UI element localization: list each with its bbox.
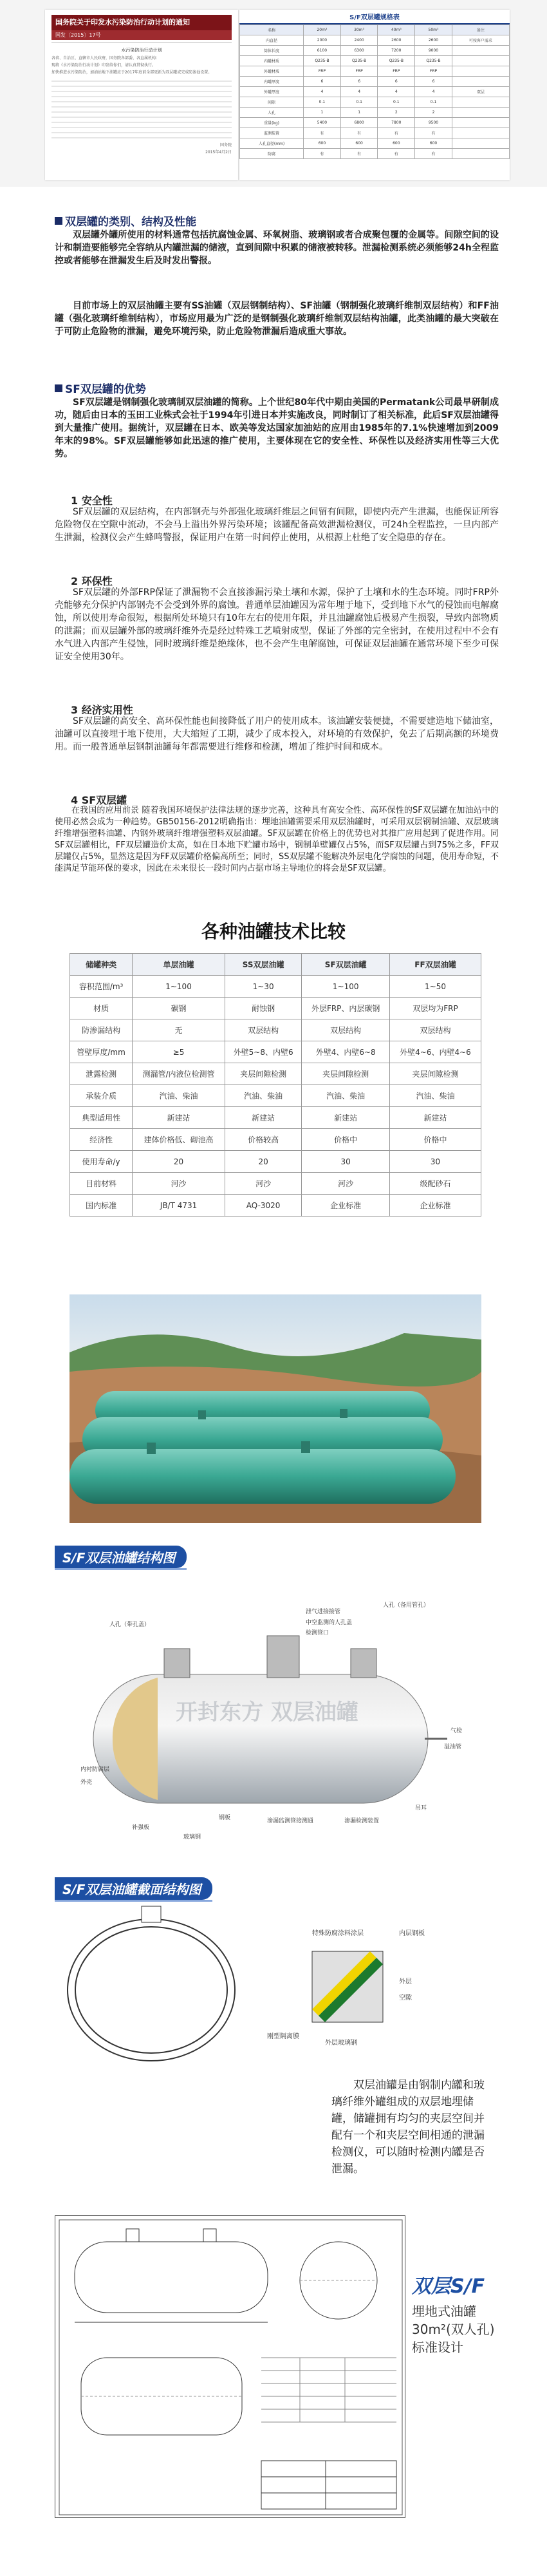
compare-cell: 目前材料 <box>70 1173 133 1195</box>
compare-cell: 碳钢 <box>133 998 225 1019</box>
spec-row <box>240 35 510 46</box>
diagram-label: 气检 <box>450 1728 463 1734</box>
compare-cell: 典型适用性 <box>70 1107 133 1129</box>
subsection-safety: 1 安全性 <box>71 495 113 507</box>
notice-line: 加快推进水污染防治，加油站地下油罐应于2017年底前全部更新为双层罐或完成防渗池设置。 <box>51 70 212 75</box>
spec-cell: 名称 <box>240 25 304 35</box>
diagram-label: 检测管口 <box>306 1630 329 1636</box>
compare-cell: 建体价格低、砌池高 <box>133 1129 225 1151</box>
spec-cell: 有 <box>415 149 452 159</box>
spec-cell: 2600 <box>378 35 415 46</box>
spec-cell: 2400 <box>340 35 378 46</box>
spec-cell: FRP <box>340 66 378 77</box>
compare-cell: 容积范围/m³ <box>70 976 133 998</box>
compare-cell: 企业标准 <box>302 1195 390 1217</box>
spec-cell: 可按客户需求 <box>452 35 509 46</box>
diagram-label: 补强板 <box>132 1824 150 1831</box>
compare-cell: 30 <box>390 1151 481 1173</box>
compare-cell: 新建站 <box>225 1107 301 1129</box>
outlook-paragraph: 在我国的应用前景 随着我国环境保护法律法规的逐步完善，这种具有高安全性、高环保性的SF双层罐在加油站中的使用必然会成为一种趋势。GB50156-2012明确指出：埋地油罐需要采用双层油罐时，可采用双层钢制油罐、双层玻璃纤维增强塑料油罐、内钢外玻璃纤维增强塑料双层油罐。SF双层罐在价格上的优势也对其推广应用起到了促进作用。同SF双层罐相比，FF双层罐造价太高，如在日本地下贮罐市场中，钢制单壁罐仅占5%，而SF双层罐占到75%之多，FF双层罐仅占5%，显然这是因为FF双层罐价格偏高所至；同时，SS双层罐不能解决外层电化学腐蚀的问题，使用寿命短，不能满足节能环保的要求，因此在未来很长一段时间内占据市场主导地位的将会是SF双层罐。 <box>55 806 499 873</box>
compare-cell: 防渗漏结构 <box>70 1019 133 1041</box>
spec-cell: Q235-B <box>415 56 452 66</box>
spec-cell: 4 <box>304 87 341 97</box>
compare-row <box>70 1107 481 1129</box>
spec-cell: 内罐材质 <box>240 56 304 66</box>
compare-cell: JB/T 4731 <box>133 1195 225 1217</box>
compare-cell: 价格中 <box>390 1129 481 1151</box>
diagram-label: 外壳 <box>80 1779 93 1786</box>
spec-table <box>239 24 510 159</box>
notice-line: 国务院 <box>219 143 232 147</box>
section2-heading <box>55 380 146 396</box>
spec-cell: 有 <box>304 128 341 138</box>
diagram-label: 中空监测的人孔盖 <box>306 1620 353 1626</box>
spec-cell: 有 <box>304 149 341 159</box>
spec-row <box>240 77 510 87</box>
compare-row <box>70 1063 481 1085</box>
section-label: 空隙 <box>399 1994 412 2002</box>
diagram-title: S/F双层油罐结构图 <box>55 1546 187 1568</box>
spec-cell: 6300 <box>340 46 378 56</box>
diagram-label: 溢油管 <box>444 1744 462 1750</box>
compare-cell: 外层FRP、内层碳钢 <box>302 998 390 1019</box>
tank-photo-illustration <box>70 1294 481 1523</box>
spec-row <box>240 25 510 35</box>
compare-cell: 河沙 <box>302 1173 390 1195</box>
spec-cell: Q235-B <box>340 56 378 66</box>
diagram-label: 渗漏监测管接测通 <box>267 1818 314 1824</box>
spec-cell: 外罐材质 <box>240 66 304 77</box>
drawing-illustration <box>55 2216 406 2519</box>
spec-row <box>240 46 510 56</box>
compare-cell: 储罐种类 <box>70 954 133 976</box>
compare-cell: 1~50 <box>390 976 481 998</box>
spec-cell: 6 <box>415 77 452 87</box>
spec-cell <box>452 108 509 118</box>
section-view-title: S/F双层油罐截面结构图 <box>55 1877 212 1900</box>
spec-cell <box>452 118 509 128</box>
spec-cell: 人孔 <box>240 108 304 118</box>
compare-cell: 夹层间隙检测 <box>302 1063 390 1085</box>
compare-cell: 夹层间隙检测 <box>390 1063 481 1085</box>
spec-cell: 间隙 <box>240 97 304 108</box>
compare-row <box>70 1085 481 1107</box>
section-label: 内层钢板 <box>399 1930 425 1937</box>
spec-cell: 9000 <box>415 46 452 56</box>
compare-row <box>70 1041 481 1063</box>
compare-cell: 汽油、柴油 <box>390 1085 481 1107</box>
compare-cell: 30 <box>302 1151 390 1173</box>
compare-cell: 汽油、柴油 <box>225 1085 301 1107</box>
spec-row <box>240 66 510 77</box>
spec-cell: 600 <box>415 138 452 149</box>
spec-cell: 2 <box>378 108 415 118</box>
compare-cell: 管壁厚度/mm <box>70 1041 133 1063</box>
spec-cell: 4 <box>415 87 452 97</box>
spec-cell <box>452 56 509 66</box>
compare-cell: 测漏管/内液位检测管 <box>133 1063 225 1085</box>
economy-paragraph: SF双层罐的高安全、高环保性能也间接降低了用户的使用成本。该油罐安装便捷，不需要建造地下储油室，油罐可以直接埋于地下使用，大大缩短了工期，减少了成本投入，对环境的有效保护，免去了后期高额的环境费用。而一般普通单层钢制油罐每年都需要进行维修和检测，增加了维护时间和成本。 <box>55 716 499 752</box>
spec-cell <box>452 77 509 87</box>
spec-row <box>240 118 510 128</box>
compare-cell: 承装介质 <box>70 1085 133 1107</box>
spec-table-card <box>239 10 510 180</box>
spec-row <box>240 108 510 118</box>
spec-cell <box>452 97 509 108</box>
compare-cell: 泄露检测 <box>70 1063 133 1085</box>
compare-cell: 耐蚀钢 <box>225 998 301 1019</box>
compare-row <box>70 998 481 1019</box>
compare-cell: 外壁5~8、内壁6 <box>225 1041 301 1063</box>
safety-paragraph: SF双层罐的双层结构，在内部钢壳与外部强化玻璃纤维层之间留有间隙，即使内壳产生泄漏，也能保证所容危险物仅在空隙中流动，不会马上溢出外界污染环境；该罐配备高效泄漏检测仪，可24h全程监控，一旦内部产生泄漏，检测仪会产生蜂鸣警报，保证用户在第一时间停止使用，从根源上杜绝了安全隐患的存在。 <box>55 507 499 543</box>
spec-cell: 人孔直径(mm) <box>240 138 304 149</box>
environment-paragraph: SF双层罐的外部FRP保证了泄漏物不会直接渗漏污染土壤和水源，保护了土壤和水的生态环境。同时FRP外壳能够充分保护内部钢壳不会受到外界的腐蚀。普通单层油罐因为常年埋于地下，受到地下水气的侵蚀而电解腐蚀，所以使用寿命很短，根据所处环境只有10年左右的使用年限，并且油罐腐蚀后极易产生损裂，导致内部物质的泄漏；而双层罐外部的玻璃纤维外壳是经过特殊工艺喷射成型，保证了外部的完全密封，在使用过程中不会有水气进入内部产生侵蚀，同时玻璃纤维是绝缘体，也不会产生电解腐蚀，可保证双层油罐在通常环境下至少可保证安全使用30年。 <box>55 587 499 662</box>
spec-cell: 600 <box>340 138 378 149</box>
compare-row <box>70 1173 481 1195</box>
cross-section <box>55 1900 492 2067</box>
spec-cell: 重量(kg) <box>240 118 304 128</box>
spec-cell: 6100 <box>304 46 341 56</box>
section1-heading <box>55 213 196 229</box>
spec-cell: 2000 <box>304 35 341 46</box>
diagram-label: 人孔（带孔盖） <box>109 1622 151 1628</box>
compare-cell: 外壁4~6、内壁4~6 <box>390 1041 481 1063</box>
spec-cell: 双层 <box>452 87 509 97</box>
spec-row <box>240 128 510 138</box>
spec-cell: 7200 <box>378 46 415 56</box>
compare-cell: 级配砂石 <box>390 1173 481 1195</box>
spec-cell: Q235-B <box>378 56 415 66</box>
spec-cell: 30m³ <box>340 25 378 35</box>
section2-title: SF双层罐的优势 <box>65 383 146 396</box>
divider <box>51 42 232 43</box>
diagram-brand: 开封东方 双层油罐 <box>176 1700 358 1725</box>
diagram-label: 泄气进接接管 <box>306 1609 341 1615</box>
spec-row <box>240 138 510 149</box>
section-label: 外层 <box>399 1978 412 1985</box>
compare-row <box>70 1195 481 1217</box>
spec-cell: 有 <box>378 128 415 138</box>
spec-cell: 0.1 <box>378 97 415 108</box>
subsection-outlook: 4 SF双层罐 <box>71 794 127 806</box>
spec-cell <box>452 138 509 149</box>
compare-cell: 新建站 <box>302 1107 390 1129</box>
spec-cell: 6 <box>304 77 341 87</box>
square-bullet-icon <box>55 217 62 225</box>
structure-diagram <box>55 1578 492 1861</box>
spec-cell: 0.1 <box>304 97 341 108</box>
spec-cell: FRP <box>415 66 452 77</box>
spec-cell: 2 <box>415 108 452 118</box>
compare-cell: 1~30 <box>225 976 301 998</box>
spec-cell: 有 <box>340 149 378 159</box>
compare-cell: 夹层间隙检测 <box>225 1063 301 1085</box>
compare-cell: 双层结构 <box>302 1019 390 1041</box>
notice-title: 国务院关于印发水污染防治行动计划的通知 <box>51 15 232 30</box>
compare-row <box>70 954 481 976</box>
compare-cell: 双层均为FRP <box>390 998 481 1019</box>
compare-row <box>70 1129 481 1151</box>
compare-cell: 河沙 <box>133 1173 225 1195</box>
spec-cell: 有 <box>378 149 415 159</box>
spec-cell: 有 <box>415 128 452 138</box>
spec-cell: FRP <box>304 66 341 77</box>
spec-cell <box>452 66 509 77</box>
top-document-images <box>0 0 547 187</box>
diagram-label: 玻璃钢 <box>183 1834 201 1841</box>
notice-line: 现将《水污染防治行动计划》印发给你们，请认真贯彻执行。 <box>51 63 156 68</box>
compare-cell: 单层油罐 <box>133 954 225 976</box>
diagram-label: 内衬防腐层 <box>80 1766 110 1773</box>
compare-cell: 双层结构 <box>225 1019 301 1041</box>
compare-cell: 20 <box>133 1151 225 1173</box>
compare-cell: 1~100 <box>133 976 225 998</box>
spec-cell: Q235-B <box>304 56 341 66</box>
spec-cell: 0.1 <box>340 97 378 108</box>
section1-paragraph-2: 目前市场上的双层油罐主要有SS油罐（双层钢制结构）、SF油罐（钢制强化玻璃纤维制双层结构）和FF油罐（强化玻璃纤维制结构），市场应用最为广泛的是钢制强化玻璃纤维制双层结构油罐，此类油罐的最大突破在于可防止危险物的泄漏，避免环境污染，防止危险物泄漏后造成重大事故。 <box>55 301 499 337</box>
square-bullet-icon <box>55 384 62 392</box>
spec-cell <box>452 149 509 159</box>
drawing-description: 埋地式油罐30m²(双人孔)标准设计 <box>412 2304 495 2355</box>
spec-cell <box>452 128 509 138</box>
spec-cell: FRP <box>378 66 415 77</box>
notice-document <box>45 10 238 180</box>
spec-cell: 1 <box>304 108 341 118</box>
section-label: 特殊防腐涂料涂层 <box>312 1930 364 1937</box>
compare-cell: 1~100 <box>302 976 390 998</box>
compare-cell: 双层结构 <box>390 1019 481 1041</box>
spec-row <box>240 87 510 97</box>
compare-cell: 材质 <box>70 998 133 1019</box>
spec-cell: 4 <box>378 87 415 97</box>
spec-cell: 有 <box>340 128 378 138</box>
compare-cell: 汽油、柴油 <box>302 1085 390 1107</box>
spec-cell: 0.1 <box>415 97 452 108</box>
spec-cell: 4 <box>340 87 378 97</box>
diagram-label: 人孔（备用管孔） <box>383 1602 430 1609</box>
section1-paragraph-1: 双层罐外罐所使用的材料通常包括抗腐蚀金属、环氧树脂、玻璃钢或者合成聚包覆的金属等。间隙空间的设计和制造要能够完全容纳从内罐泄漏的储液，直到间隙中积累的储液被转移。泄漏检测系统必须能够24h全程监控或者能够在泄漏发生后及时发出警报。 <box>55 230 499 266</box>
spec-cell: 6800 <box>340 118 378 128</box>
section1-title: 双层罐的类别、结构及性能 <box>65 216 196 229</box>
subsection-economy: 3 经济实用性 <box>71 704 133 716</box>
compare-cell: 企业标准 <box>390 1195 481 1217</box>
spec-cell: 监测装置 <box>240 128 304 138</box>
notice-number: 国发〔2015〕17号 <box>51 30 232 40</box>
spec-cell: 600 <box>304 138 341 149</box>
spec-cell: 40m³ <box>378 25 415 35</box>
compare-cell: 无 <box>133 1019 225 1041</box>
spec-cell: 9500 <box>415 118 452 128</box>
spec-row <box>240 149 510 159</box>
spec-cell: 600 <box>378 138 415 149</box>
spec-cell: 6 <box>378 77 415 87</box>
compare-cell: AQ-3020 <box>225 1195 301 1217</box>
compare-cell: 价格较高 <box>225 1129 301 1151</box>
cross-section-illustration <box>55 1900 492 2235</box>
notice-line: 2015年4月2日 <box>205 150 232 155</box>
compare-cell: ≥5 <box>133 1041 225 1063</box>
diagram-label: 钢板 <box>219 1815 231 1821</box>
compare-cell: 使用寿命/y <box>70 1151 133 1173</box>
compare-cell: 20 <box>225 1151 301 1173</box>
drawing-title: 双层S/F <box>412 2275 485 2298</box>
spec-cell: 1 <box>340 108 378 118</box>
compare-row <box>70 1019 481 1041</box>
spec-row <box>240 56 510 66</box>
compare-cell: 新建站 <box>390 1107 481 1129</box>
spec-cell: 备注 <box>452 25 509 35</box>
spec-cell: 内直径 <box>240 35 304 46</box>
spec-cell: 筒体长度 <box>240 46 304 56</box>
tank-photo <box>70 1294 481 1523</box>
notice-body-placeholder <box>51 77 232 141</box>
compare-row <box>70 1151 481 1173</box>
spec-cell: 7800 <box>378 118 415 128</box>
compare-row <box>70 976 481 998</box>
section-view-description: 双层油罐是由钢制内罐和玻璃纤维外罐组成的双层地埋储罐，储罐拥有均匀的夹层空间并配有一个和夹层空间相通的泄漏检测仪，可以随时检测内罐是否泄漏。 <box>331 2079 485 2175</box>
spec-title: S/F双层罐规格表 <box>239 10 510 24</box>
spec-cell: 外罐厚度 <box>240 87 304 97</box>
spec-cell: 5400 <box>304 118 341 128</box>
compare-cell: SS双层油罐 <box>225 954 301 976</box>
subsection-environment: 2 环保性 <box>71 575 113 587</box>
spec-cell: 防腐 <box>240 149 304 159</box>
spec-cell: 20m³ <box>304 25 341 35</box>
compare-title: 各种油罐技术比较 <box>201 921 346 942</box>
section2-paragraph-1: SF双层罐是钢制强化玻璃制双层油罐的简称。上个世纪80年代中期由美国的Permatank公司最早研制成功，随后由日本的玉田工业株式会社于1994年引进日本并实施改良，同时制订了相关标准，此后SF双层油罐得到大量推广使用。据统计，双层罐在日本、欧美等发达国家加油站的应用由1985年的7.1%快速增加到2009年末的98%。SF双层罐能够如此迅速的推广使用，主要体现在它的安全性、环保性以及经济实用性等三大优势。 <box>55 397 499 459</box>
notice-line: 各省、自治区、直辖市人民政府，国务院各部委、各直属机构： <box>51 56 160 61</box>
notice-heading: 水污染防治行动计划 <box>121 48 162 53</box>
compare-table <box>70 953 481 1217</box>
spec-cell: 50m³ <box>415 25 452 35</box>
section-label: 外层玻璃钢 <box>325 2040 357 2047</box>
spec-cell: 内罐厚度 <box>240 77 304 87</box>
diagram-label: 渗漏检测装置 <box>344 1818 380 1824</box>
section-label: 刚型隔离膜 <box>267 2033 299 2040</box>
compare-cell: 汽油、柴油 <box>133 1085 225 1107</box>
spec-cell: 2600 <box>415 35 452 46</box>
spec-cell <box>452 46 509 56</box>
diagram-label: 吊耳 <box>415 1805 427 1812</box>
compare-cell: 国内标准 <box>70 1195 133 1217</box>
compare-cell: SF双层油罐 <box>302 954 390 976</box>
spec-row <box>240 97 510 108</box>
compare-cell: 河沙 <box>225 1173 301 1195</box>
compare-cell: 价格中 <box>302 1129 390 1151</box>
compare-cell: 外壁4、内壁6~8 <box>302 1041 390 1063</box>
tank-structure-illustration <box>55 1578 492 1861</box>
compare-cell: FF双层油罐 <box>390 954 481 976</box>
compare-cell: 新建站 <box>133 1107 225 1129</box>
engineering-drawing <box>55 2215 405 2518</box>
spec-cell: 6 <box>340 77 378 87</box>
compare-cell: 经济性 <box>70 1129 133 1151</box>
